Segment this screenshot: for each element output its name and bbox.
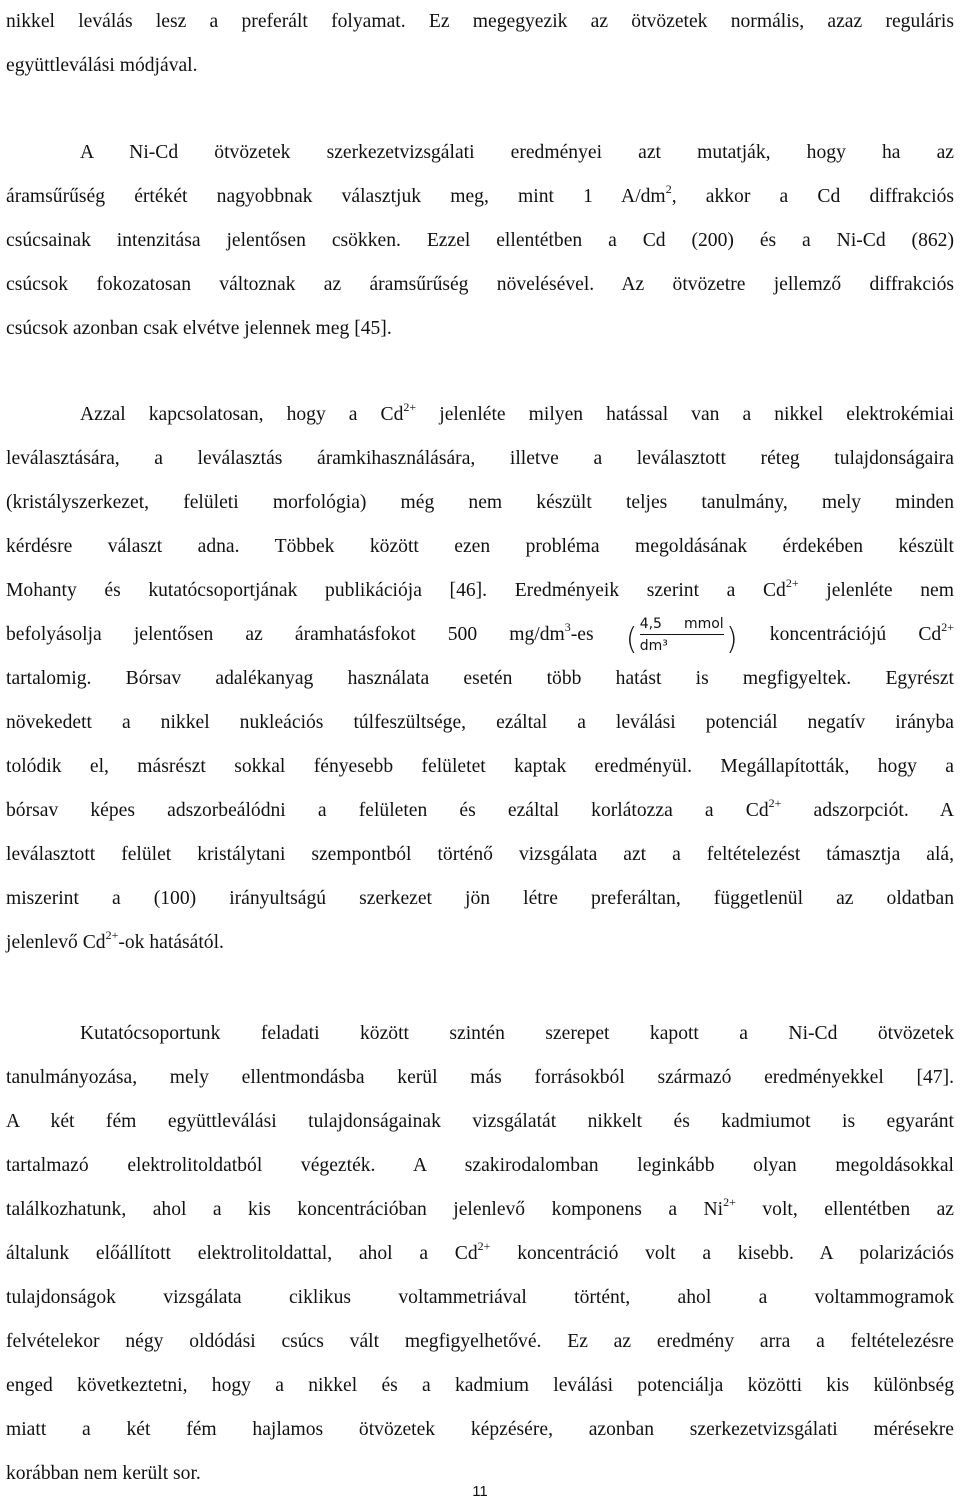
text-line: együttleválási módjával. xyxy=(6,55,198,76)
paragraph-1 xyxy=(6,0,954,88)
document-page xyxy=(6,0,954,1496)
text-line: tartalmazó elektrolitoldatból végezték. A szakirodalomban leginkább olyan megoldásokkal xyxy=(6,1155,954,1176)
text-line: találkozhatunk, ahol a kis koncentrációban jelenlevő komponens a $Ni^{2+}$ volt, ellentétben az xyxy=(6,1195,955,1220)
text-line: tulajdonságok vizsgálata ciklikus voltammetriával történt, ahol a voltammogramok xyxy=(6,1287,954,1308)
concentration-fraction: ( 4,5 mmol dm³ ) xyxy=(625,615,738,657)
text-line: Azzal kapcsolatosan, hogy a $Cd^{2+}$ jelenléte milyen hatással van a nikkel elektrokémiai xyxy=(80,400,954,425)
text-line: felvételekor négy oldódási csúcs vált megfigyelhetővé. Ez az eredmény arra a feltételezésre xyxy=(6,1331,954,1352)
text-line: enged következtetni, hogy a nikkel és a kadmium leválási potenciálja közötti kis különbség xyxy=(6,1375,954,1396)
text-line: csúcsok azonban csak elvétve jelennek meg [45]. xyxy=(6,318,392,339)
text-line: Mohanty és kutatócsoportjának publikációja [46]. Eredményeik szerint a $Cd^{2+}$ jelenléte nem xyxy=(6,576,954,601)
text-line: általunk előállított elektrolitoldattal, ahol a $Cd^{2+}$ koncentráció volt a kisebb. A polarizációs xyxy=(6,1239,955,1264)
paragraph-4 xyxy=(6,1012,954,1496)
text-line: korábban nem került sor. xyxy=(6,1463,201,1484)
text-line: leválasztására, a leválasztás áramkihasználására, illetve a leválasztott réteg tulajdonságaira xyxy=(6,448,954,469)
text-line: növekedett a nikkel nukleációs túlfeszültsége, ezáltal a leválási potenciál negatív irányba xyxy=(6,712,954,733)
text-line: tartalomig. Bórsav adalékanyag használata esetén több hatást is megfigyeltek. Egyrészt xyxy=(6,668,954,689)
fraction-denominator: dm³ xyxy=(639,637,668,654)
text-line: miatt a két fém hajlamos ötvözetek képzésére, azonban szerkezetvizsgálati mérésekre xyxy=(6,1419,954,1440)
page-number: 11 xyxy=(472,1483,488,1500)
text-line: jelenlevő $Cd^{2+}-ok$ hatásától. xyxy=(6,928,224,953)
text-line: tolódik el, másrészt sokkal fényesebb felületet kaptak eredményül. Megállapították, hogy a xyxy=(6,756,954,777)
fraction-numerator: 4,5 mmol xyxy=(640,614,724,635)
text-line: áramsűrűség értékét nagyobbnak választjuk meg, mint 1 $A/dm^2$, akkor a Cd diffrakciós xyxy=(6,182,954,207)
text-line: miszerint a (100) irányultságú szerkezet jön létre preferáltan, függetlenül az oldatban xyxy=(6,888,954,909)
text-line: kérdésre választ adna. Többek között ezen probléma megoldásának érdekében készült xyxy=(6,536,954,557)
text-line-with-formula: befolyásolja jelentősen az áramhatásfokot 500 $mg/dm^3-es$ ( 4,5 mmol dm³ ) koncentrációjú $Cd^{2+}$ xyxy=(6,615,954,657)
text-line: csúcsok fokozatosan változnak az áramsűrűség növelésével. Az ötvözetre jellemző diffrakciós xyxy=(6,274,954,295)
paragraph-2 xyxy=(6,131,954,351)
text-line: csúcsainak intenzitása jelentősen csökken. Ezzel ellentétben a Cd (200) és a Ni-Cd (862) xyxy=(6,230,954,251)
text-line: tanulmányozása, mely ellentmondásba kerül más forrásokból származó eredményekkel [47]. xyxy=(6,1067,954,1088)
paragraph-3 xyxy=(6,393,954,965)
text-line: bórsav képes adszorbeálódni a felületen és ezáltal korlátozza a $Cd^{2+}$ adszorpciót. A xyxy=(6,796,954,821)
text-line: (kristályszerkezet, felületi morfológia) még nem készült teljes tanulmány, mely minden xyxy=(6,492,954,513)
text-line: leválasztott felület kristálytani szempontból történő vizsgálata azt a feltételezést támasztja alá, xyxy=(6,844,954,865)
text-line: Kutatócsoportunk feladati között szintén szerepet kapott a Ni-Cd ötvözetek xyxy=(80,1023,954,1044)
text-line: nikkel leválás lesz a preferált folyamat. Ez megegyezik az ötvözetek normális, azaz reguláris xyxy=(6,11,954,32)
text-line: A két fém együttleválási tulajdonságainak vizsgálatát nikkelt és kadmiumot is egyaránt xyxy=(6,1111,954,1132)
text-line: A Ni-Cd ötvözetek szerkezetvizsgálati eredményei azt mutatják, hogy ha az xyxy=(80,142,954,163)
